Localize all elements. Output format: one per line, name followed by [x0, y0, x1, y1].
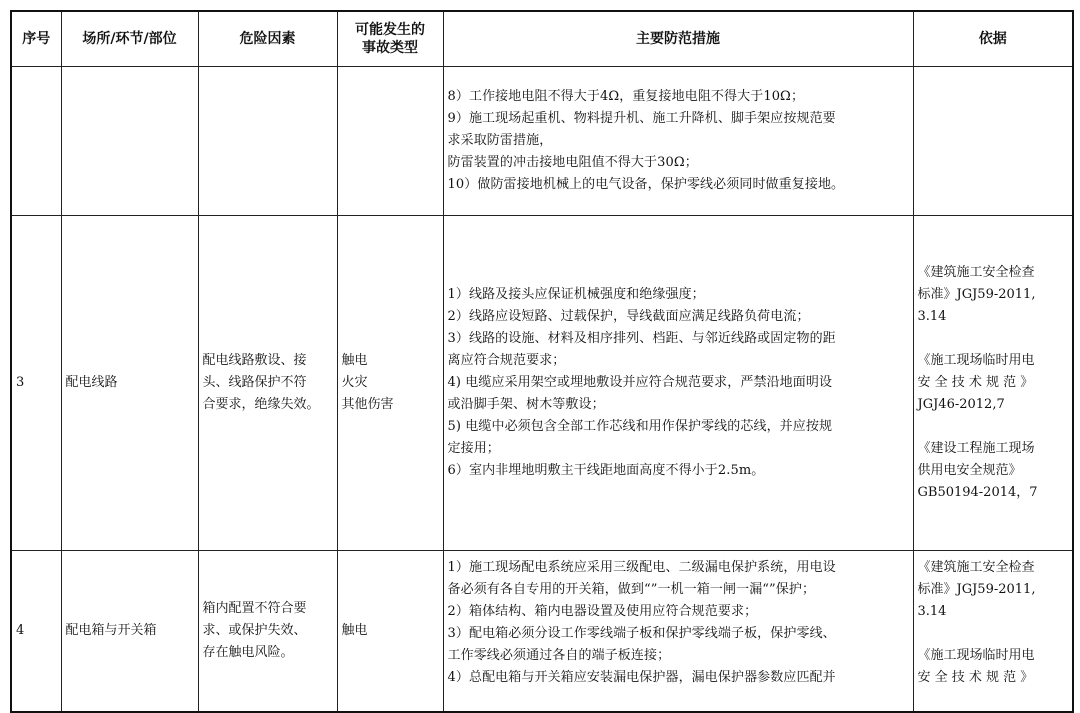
accident-line: 其他伤害	[341, 397, 394, 412]
header-seq: 序号	[11, 11, 61, 67]
basis-line: 标准》JGJ59-2011,	[917, 287, 1036, 302]
basis-reference	[918, 645, 1069, 689]
measure-line: 2）线路应设短路、过载保护，导线截面应满足线路负荷电流；	[447, 309, 810, 324]
header-hazard: 危险因素	[198, 11, 337, 67]
measures-cell	[443, 216, 913, 551]
hazard-cell	[198, 67, 337, 216]
basis-line: 安 全 技 术 规 范 》	[917, 375, 1034, 390]
measure-line: 5) 电缆中必须包含全部工作芯线和用作保护零线的芯线，并应按规	[447, 419, 833, 434]
basis-reference	[918, 262, 1069, 328]
basis-line: 3.14	[917, 309, 947, 324]
header-place: 场所/环节/部位	[61, 11, 198, 67]
basis-line: GB50194-2014，7	[917, 485, 1038, 500]
hazard-line: 存在触电风险。	[202, 645, 294, 660]
basis-line: 3.14	[917, 604, 947, 619]
seq-cell	[11, 67, 61, 216]
measure-line: 定接用；	[447, 441, 500, 456]
measure-line: 求采取防雷措施，	[447, 133, 553, 148]
header-accident-type	[337, 11, 443, 67]
measure-line: 8）工作接地电阻不得大于4Ω，重复接地电阻不得大于10Ω；	[447, 89, 805, 104]
accident-line: 火灾	[341, 375, 368, 390]
header-row	[11, 11, 1073, 67]
basis-line: JGJ46-2012,7	[917, 397, 1005, 412]
basis-reference	[918, 438, 1069, 504]
basis-cell	[913, 551, 1073, 713]
basis-line: 标准》JGJ59-2011,	[917, 582, 1036, 597]
hazard-line: 头、线路保护不符	[202, 375, 307, 390]
header-measures: 主要防范措施	[443, 11, 913, 67]
basis-line: 安 全 技 术 规 范 》	[917, 670, 1034, 685]
measure-line: 6）室内非埋地明敷主干线距地面高度不得小于2.5m。	[447, 463, 765, 478]
measure-line: 或沿脚手架、树木等敷设；	[447, 397, 605, 412]
accident-cell	[337, 216, 443, 551]
hazard-line: 箱内配置不符合要	[202, 601, 307, 616]
hazard-line: 配电线路敷设、接	[202, 353, 307, 368]
measure-line: 防雷装置的冲击接地电阻值不得大于30Ω；	[447, 155, 698, 170]
accident-line: 触电	[341, 353, 368, 368]
table-row	[11, 551, 1073, 713]
basis-cell	[913, 216, 1073, 551]
basis-line: 《建设工程施工现场	[917, 441, 1035, 456]
basis-line: 供用电安全规范》	[917, 463, 1022, 478]
accident-cell	[337, 551, 443, 713]
safety-measures-table	[10, 10, 1074, 713]
seq-cell: 3	[11, 216, 61, 551]
table-row	[11, 67, 1073, 216]
measures-cell	[443, 551, 913, 713]
measure-line: 备必须有各自专用的开关箱，做到“”一机一箱一闸一漏“”保护；	[447, 582, 816, 597]
basis-line: 《建筑施工安全检查	[917, 560, 1035, 575]
header-accident-line2: 事故类型	[362, 40, 418, 56]
basis-reference	[918, 557, 1069, 623]
measure-line: 10）做防雷接地机械上的电气设备，保护零线必须同时做重复接地。	[447, 177, 845, 192]
accident-line: 触电	[341, 623, 368, 638]
measure-line: 1）线路及接头应保证机械强度和绝缘强度；	[447, 287, 705, 302]
place-cell: 配电线路	[61, 216, 198, 551]
measure-line: 4）总配电箱与开关箱应安装漏电保护器，漏电保护器参数应匹配并	[447, 670, 836, 685]
measure-line: 1）施工现场配电系统应采用三级配电、二级漏电保护系统，用电设	[447, 560, 836, 575]
hazard-line: 合要求，绝缘失效。	[202, 397, 320, 412]
hazard-line: 求、或保护失效、	[202, 623, 307, 638]
measure-line: 2）箱体结构、箱内电器设置及使用应符合规范要求；	[447, 604, 758, 619]
measure-line: 3）配电箱必须分设工作零线端子板和保护零线端子板，保护零线、	[447, 626, 836, 641]
accident-cell	[337, 67, 443, 216]
basis-cell	[913, 67, 1073, 216]
hazard-cell	[198, 216, 337, 551]
basis-reference	[918, 350, 1069, 416]
measures-cell	[443, 67, 913, 216]
header-basis: 依据	[913, 11, 1073, 67]
place-cell	[61, 67, 198, 216]
basis-line: 《施工现场临时用电	[917, 648, 1035, 663]
header-accident-line1: 可能发生的	[355, 22, 425, 38]
measure-line: 工作零线必须通过各自的端子板连接；	[447, 648, 671, 663]
measure-line: 3）线路的设施、材料及相序排列、档距、与邻近线路或固定物的距	[447, 331, 836, 346]
seq-cell: 4	[11, 551, 61, 713]
measure-line: 离应符合规范要求；	[447, 353, 566, 368]
basis-line: 《建筑施工安全检查	[917, 265, 1035, 280]
hazard-cell	[198, 551, 337, 713]
table-row	[11, 216, 1073, 551]
place-cell: 配电箱与开关箱	[61, 551, 198, 713]
basis-line: 《施工现场临时用电	[917, 353, 1035, 368]
measure-line: 4) 电缆应采用架空或埋地敷设并应符合规范要求，严禁沿地面明设	[447, 375, 833, 390]
measure-line: 9）施工现场起重机、物料提升机、施工升降机、脚手架应按规范要	[447, 111, 836, 126]
